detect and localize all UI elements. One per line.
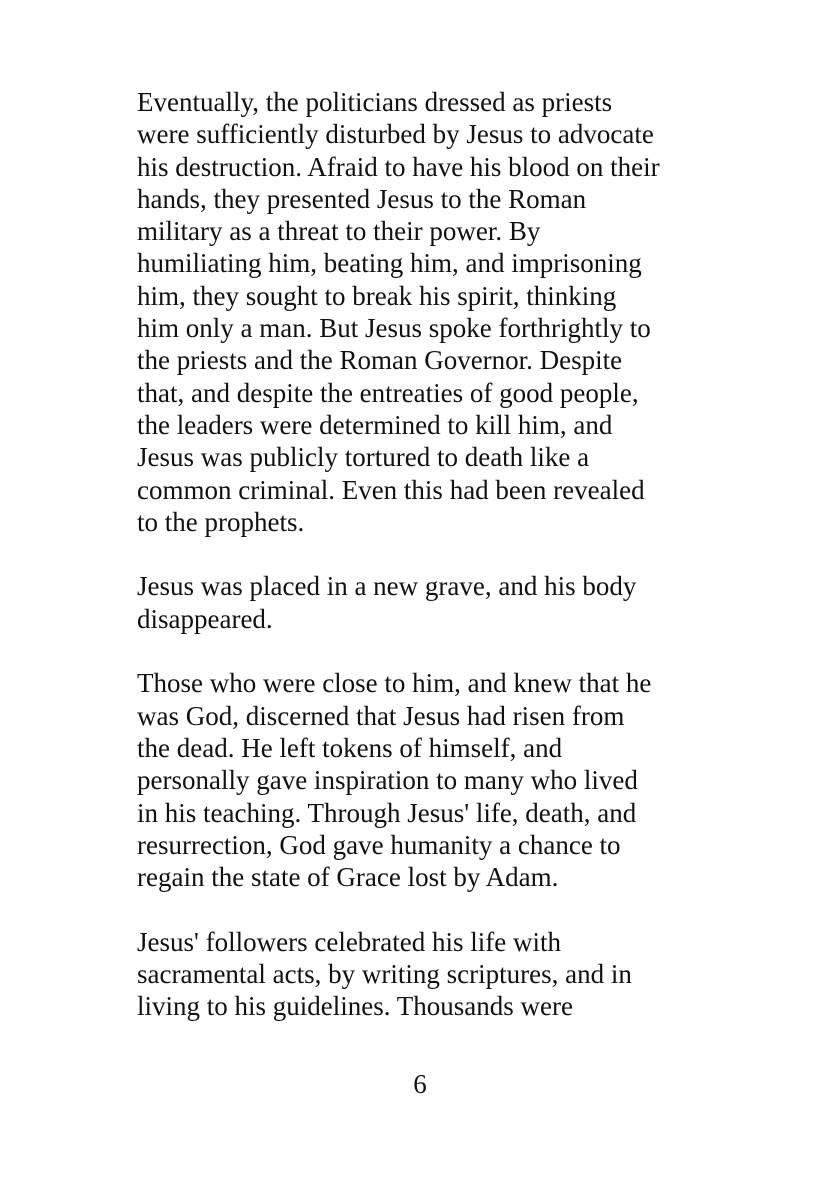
paragraph-2: Jesus was placed in a new grave, and his body disappeared. xyxy=(137,571,637,634)
paragraph-1: Eventually, the politicians dressed as priests were sufficiently disturbed by Jesus to advocate his destruction. Afraid to have his blood on their hands, they presented Jesus to the Roman military as a threat to their power. By humiliating him, beating him, and imprisoning him, they sought to break his spirit, thinking him only a man. But Jesus spoke forthrightly to the priests and the Roman Governor. Despite that, and despite the entreaties of good people, the leaders were determined to kill him, and Jesus was publicly tortured to death like a common criminal. Even this had been revealed to the prophets. xyxy=(137,87,660,537)
body-text xyxy=(137,86,737,1023)
paragraph-3: Those who were close to him, and knew that he was God, discerned that Jesus had risen from the dead. He left tokens of himself, and personally gave inspiration to many who lived in his teaching. Through Jesus' life, death, and resurrection, God gave humanity a chance to regain the state of Grace lost by Adam. xyxy=(137,668,652,893)
paragraph-4: Jesus' followers celebrated his life with sacramental acts, by writing scriptures, and in living to his guidelines. Thousands were xyxy=(137,926,632,1022)
page-number: 6 xyxy=(413,1069,427,1099)
